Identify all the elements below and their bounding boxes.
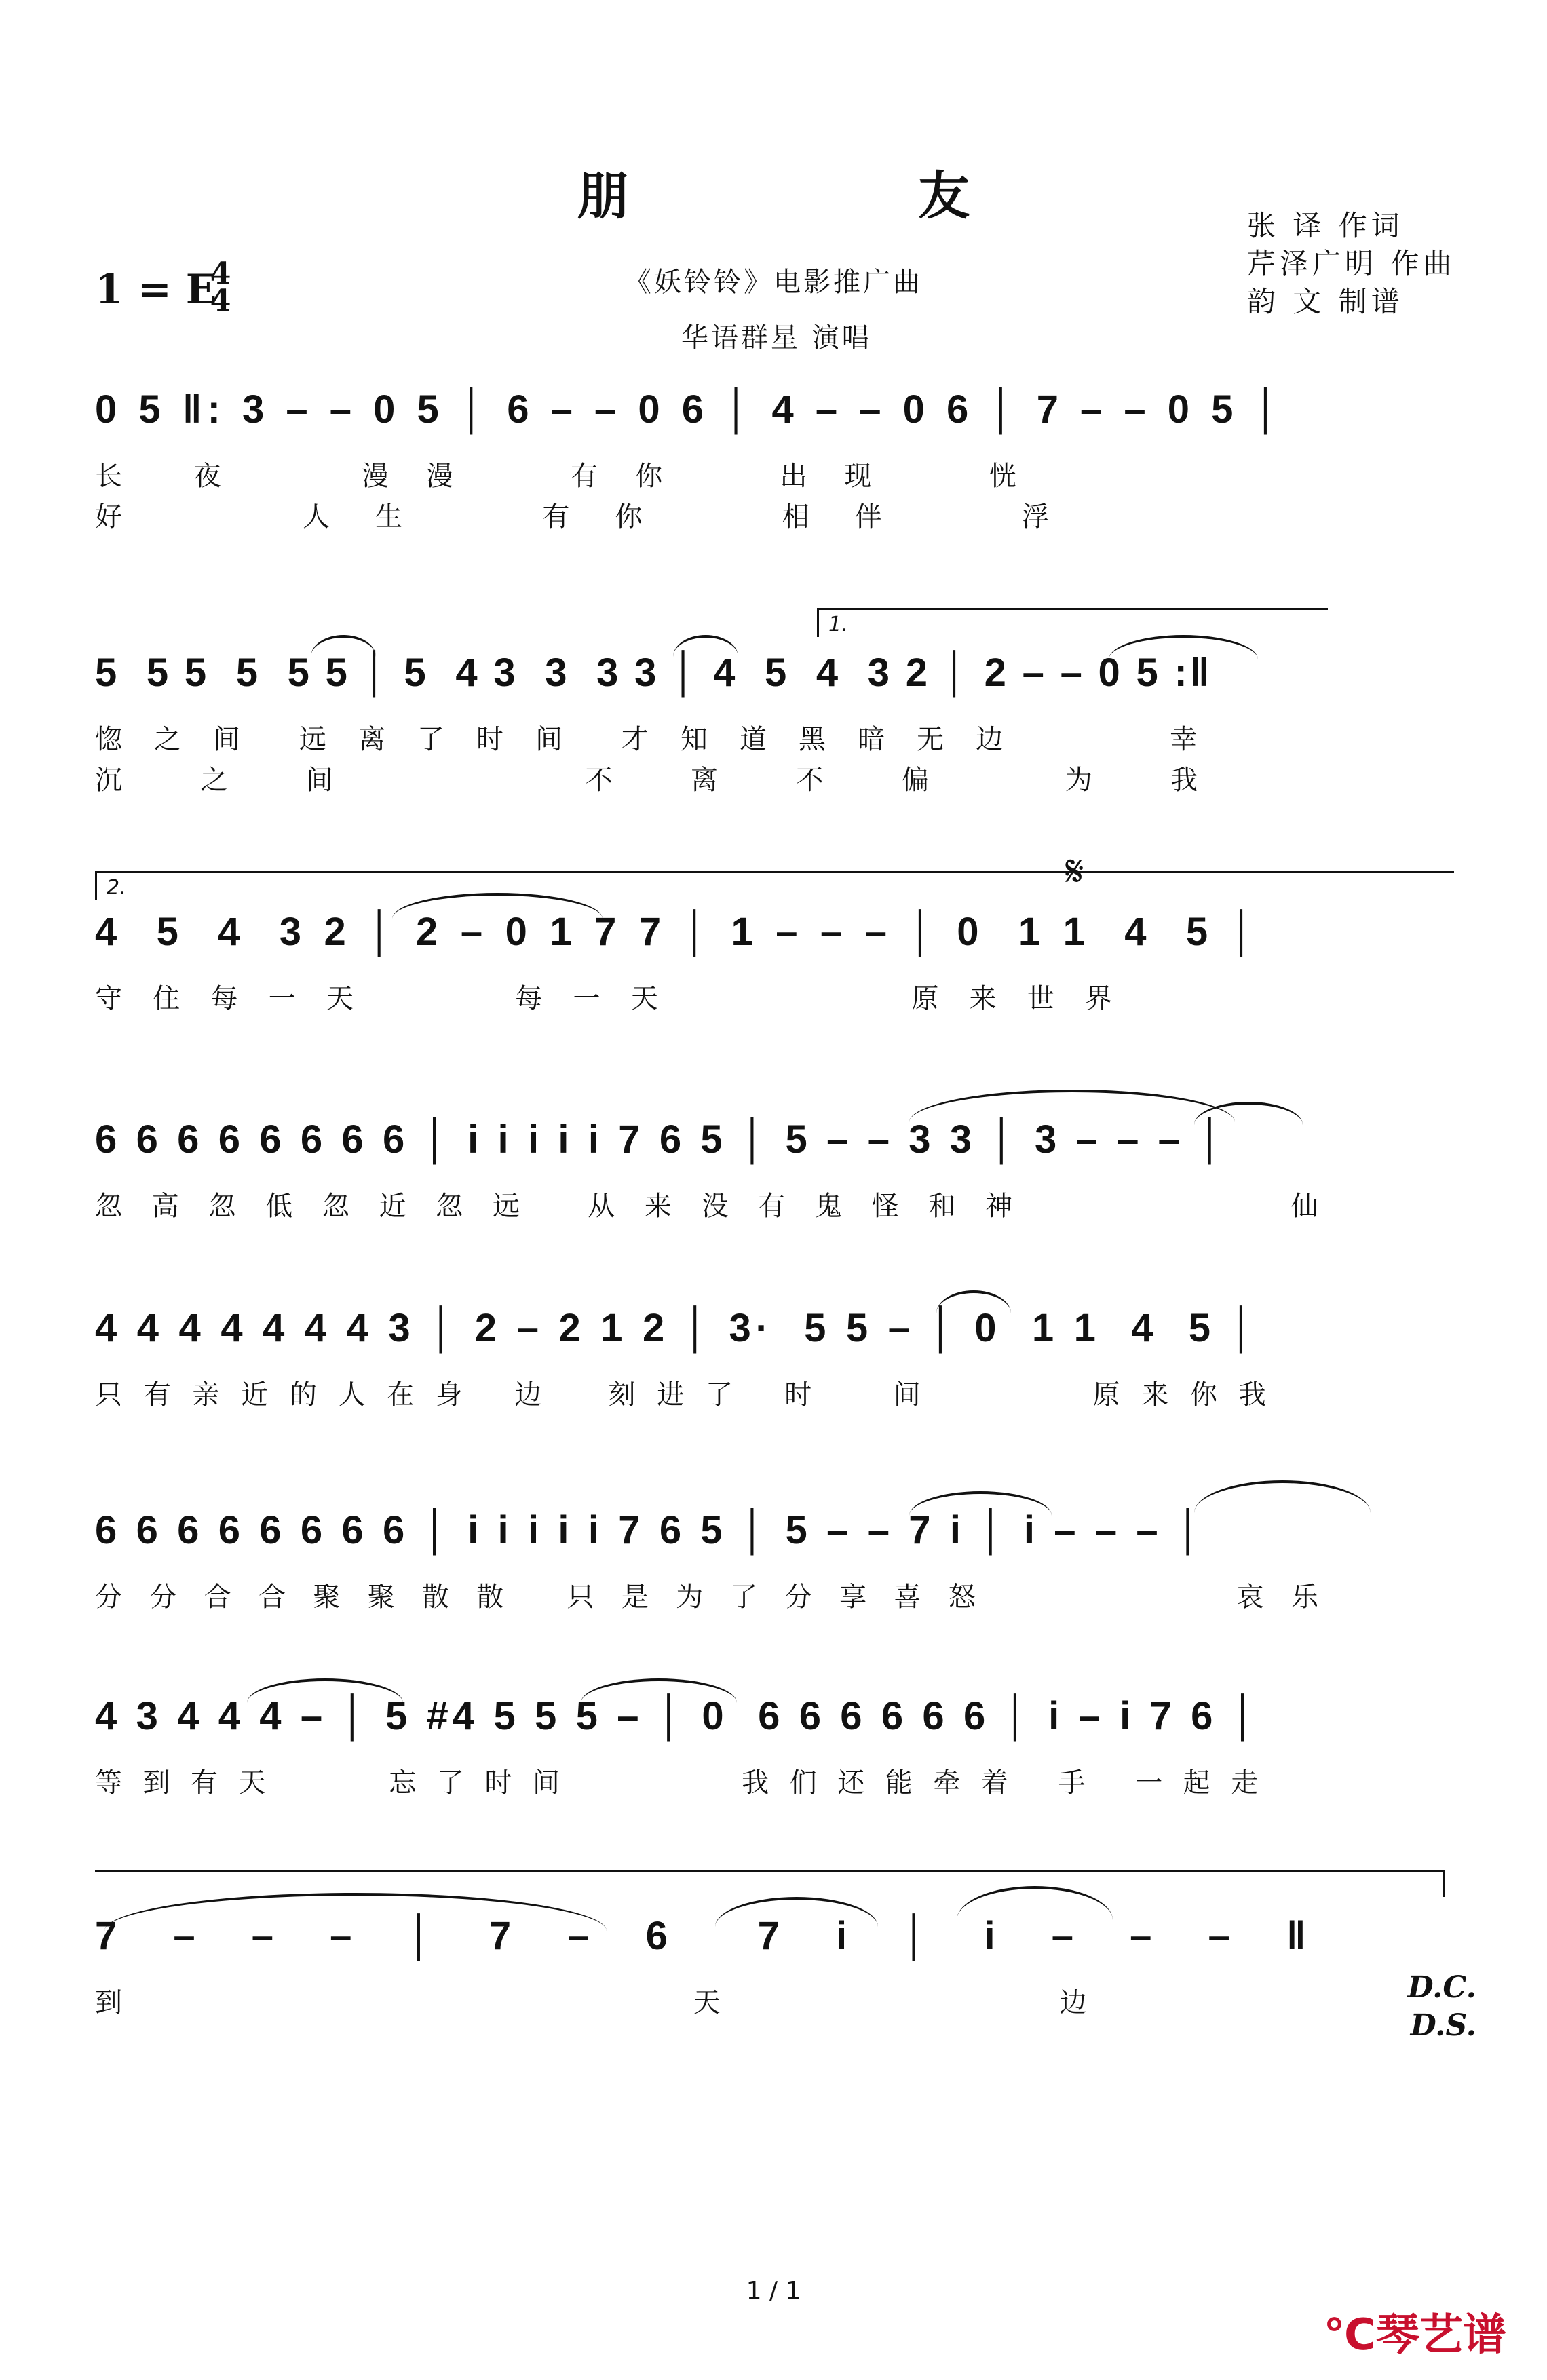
notes: 6 6 6 6 6 6 6 6 │ i i i i i 7 6 5 │ 5 – – 7 i │ i – – – │: [95, 1508, 1206, 1552]
performer: 华语群星 演唱: [681, 322, 872, 353]
lyrics-verse-1: 守 住 每 一 天 每 一 天 原 来 世 界: [95, 983, 1117, 1014]
da-capo: D.C.: [1407, 1970, 1476, 2005]
repeat-markings: [1316, 1969, 1476, 2045]
lyrics-verse-1: 等 到 有 天 忘 了 时 间 我 们 还 能 牵 着 手 一 起 走: [95, 1767, 1265, 1799]
dal-segno: D.S.: [1410, 2008, 1476, 2043]
lyrics-verse-1: 忽 高 忽 低 忽 近 忽 远 从 来 没 有 鬼 怪 和 神 仙: [95, 1191, 1329, 1222]
time-signature-top: 4: [210, 256, 231, 291]
composer-credit: 芹泽广明 作曲: [1247, 247, 1456, 280]
notes: 4 4 4 4 4 4 4 3 │ 2 – 2 1 2 │ 3· 5 5 – │ 0 1 1 4 5 │: [95, 1306, 1260, 1350]
lyrics-verse-1: 长 夜 漫 漫 有 你 出 现 恍: [95, 461, 1019, 492]
notes: 0 5 ‖: 3 – – 0 5 │ 6 – – 0 6 │ 4 – – 0 6 │ 7 – – 0 5 │: [95, 387, 1285, 431]
segno-sign: 𝄋: [1065, 847, 1084, 897]
lyrics-verse-1: 分 分 合 合 聚 聚 散 散 只 是 为 了 分 享 喜 怒 哀 乐: [95, 1581, 1328, 1613]
notes: 6 6 6 6 6 6 6 6 │ i i i i i 7 6 5 │ 5 – – 3 3 │ 3 – – – │: [95, 1117, 1228, 1162]
subtitle: 《妖铃铃》电影推广曲: [624, 267, 923, 298]
notes: 7 – – – │ 7 – 6 7 i │ i – – – ‖: [95, 1914, 1329, 1958]
page-title: 朋 友: [577, 166, 1106, 226]
lyrics-verse-1: 只 有 亲 近 的 人 在 身 边 刻 进 了 时 间 原 来 你 我: [95, 1379, 1273, 1410]
time-signature: [205, 256, 236, 318]
lyrics-verse-1: 到 天 边: [95, 1987, 1107, 2018]
notes: 4 3 4 4 4 – │ 5 #4 5 5 5 – │ 0 6 6 6 6 6 6 │ i – i 7 6 │: [95, 1694, 1261, 1738]
key-signature: 1 = E: [95, 266, 217, 313]
logo-icon: ℃: [1323, 2310, 1376, 2360]
notes: 4 5 4 3 2 │ 2 – 0 1 7 7 │ 1 – – – │ 0 1 1 4 5 │: [95, 910, 1261, 954]
second-ending-bracket: 2.: [95, 871, 1454, 900]
lyricist-credit: 张 译 作词: [1247, 209, 1404, 242]
page-number: 1 / 1: [746, 2277, 801, 2305]
lyrics-verse-2: 沉 之 间 不 离 不 偏 为 我: [95, 765, 1219, 796]
site-logo: [1324, 2300, 1507, 2362]
coda-bracket: [95, 1870, 1445, 1872]
time-signature-bottom: 4: [210, 284, 231, 318]
lyrics-verse-1: 惚 之 间 远 离 了 时 间 才 知 道 黑 暗 无 边 幸: [95, 724, 1202, 755]
coda-bracket-end: [1443, 1870, 1445, 1897]
lyrics-verse-2: 好 人 生 有 你 相 伴 浮: [95, 501, 1054, 533]
arranger-credit: 韵 文 制谱: [1247, 285, 1404, 318]
logo-text: 琴艺谱: [1376, 2310, 1506, 2360]
first-ending-bracket: 1.: [817, 608, 1328, 637]
notes: 5 5 5 5 5 5 │ 5 4 3 3 3 3 │ 4 5 4 3 2 │ 2 – – 0 5 :‖: [95, 651, 1212, 695]
